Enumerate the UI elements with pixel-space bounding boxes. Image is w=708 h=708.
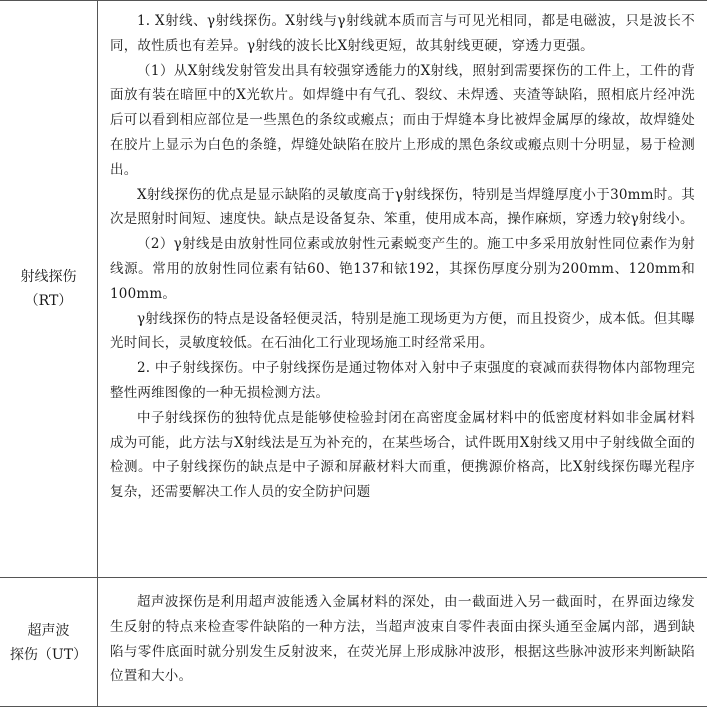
method-description-cell [98, 1, 707, 577]
paragraph: 中子射线探伤的独特优点是能够使检验封闭在高密度金属材料中的低密度材料如非金属材料成为可能，此方法与X射线法是互为补充的，在某些场合，试件既用X射线又用中子射线做全面的检测。中子射线探伤的缺点是中子源和屏蔽材料大而重，便携源价格高，比X射线探伤曝光程序复杂，还需要解决工作人员的安全防护问题 [110, 409, 695, 501]
paragraph: （1）从X射线发射管发出具有较强穿透能力的X射线，照射到需要探伤的工件上，工件的背面放有装在暗匣中的X光软片。如焊缝中有气孔、裂纹、未焊透、夹渣等缺陷，照相底片经冲洗后可以看到相应部位是一些黑色的条纹或瘢点；而由于焊缝本身比被焊金属厚的缘故，故焊缝处在胶片上显示为白色的条缝，焊缝处缺陷在胶片上形成的黑色条纹或瘢点则十分明显，易于检测出。 [110, 62, 695, 178]
paragraph: γ射线探伤的特点是设备轻便灵活，特别是施工现场更为方便，而且投资少，成本低。但其曝光时间长，灵敏度较低。在石油化工行业现场施工时经常采用。 [110, 310, 695, 352]
method-label-line1: 超声波 [27, 622, 70, 639]
method-label-line2: （RT） [24, 293, 73, 309]
method-description-cell [98, 578, 707, 707]
method-label-line1: 射线探伤 [20, 269, 77, 285]
table-row-ultrasonic [0, 578, 707, 707]
paragraph: 超声波探伤是利用超声波能透入金属材料的深处，由一截面进入另一截面时，在界面边缘发生反射的特点来检查零件缺陷的一种方法，当超声波束自零件表面由探头通至金属内部，遇到缺陷与零件底面时就分别发生反射波来，在荧光屏上形成脉冲波形，根据这些脉冲波形来判断缺陷位置和大小。 [110, 594, 695, 685]
paragraph: （2）γ射线是由放射性同位素或放射性元素蜕变产生的。施工中多采用放射性同位素作为射线源。常用的放射性同位素有钴60、铯137和铱192，其探伤厚度分别为200mm、120mm和100mm。 [110, 236, 695, 302]
method-label-line2: 探伤（UT） [9, 646, 88, 663]
method-label-cell [0, 578, 98, 707]
paragraph: 1. X射线、γ射线探伤。X射线与γ射线就本质而言与可见光相同，都是电磁波，只是波长不同，故性质也有差异。γ射线的波长比X射线更短，故其射线更硬，穿透力更强。 [110, 13, 695, 54]
method-label-cell [0, 1, 98, 577]
paragraph: 2. 中子射线探伤。中子射线探伤是通过物体对入射中子束强度的衰减而获得物体内部物理完整性两维图像的一种无损检测方法。 [110, 360, 695, 401]
paragraph: X射线探伤的优点是显示缺陷的灵敏度高于γ射线探伤，特别是当焊缝厚度小于30mm时。其次是照射时间短、速度快。缺点是设备复杂、笨重，使用成本高，操作麻烦，穿透力较γ射线小。 [110, 186, 695, 228]
table-row-radiographic [0, 1, 707, 578]
